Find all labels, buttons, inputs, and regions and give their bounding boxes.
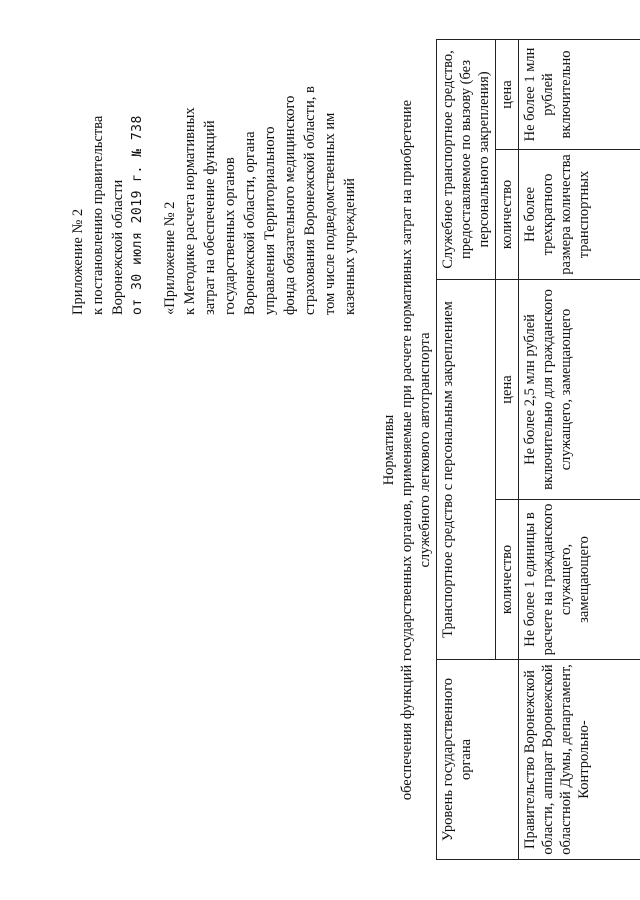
- quote-line: к Методике расчета нормативных: [182, 107, 198, 315]
- cell-level: Правительство Воронежской области, аппарат Воронежской областной Думы, департамент, Контрольно-: [519, 660, 640, 860]
- quote-line: Воронежской области, органа: [242, 131, 258, 315]
- appendix-block: [68, 15, 360, 315]
- cell-quantity-on-call: Не более трехкратного размера количества транспортных: [519, 149, 640, 279]
- title-line: Нормативы: [381, 414, 397, 486]
- quote-line: том числе подведомственных им: [322, 112, 338, 315]
- cell-price-on-call: Не более 1 млн рублей включительно: [519, 39, 640, 149]
- table-row: [519, 39, 640, 859]
- quote-line: управления Территориального: [262, 126, 278, 315]
- appendix-line: Воронежской области: [110, 179, 126, 315]
- norms-table: [436, 39, 640, 860]
- subheader-quantity: количество: [496, 149, 519, 279]
- subheader-price: цена: [496, 279, 519, 499]
- appendix-date-line: от 30 июля 2019 г. № 738: [130, 115, 145, 315]
- subheader-quantity: количество: [496, 500, 519, 660]
- quote-line: страхования Воронежской области, в: [302, 86, 318, 315]
- header-on-call: Служебное транспортное средство, предоставляемое по вызову (без персонального закрепления): [437, 39, 496, 279]
- appendix-line: Приложение № 2: [70, 208, 86, 315]
- cell-price-personal: Не более 2,5 млн рублей включительно для гражданского служащего, замещающего: [519, 279, 640, 499]
- cell-quantity-personal: Не более 1 единицы в расчете на гражданского служащего, замещающего: [519, 500, 640, 660]
- title-line: служебного легкового автотранспорта: [417, 332, 433, 568]
- document-title: [380, 40, 434, 860]
- quote-line: казенных учреждений: [342, 178, 358, 315]
- quote-line: фонда обязательного медицинского: [282, 95, 298, 315]
- header-personal: Транспортное средство с персональным закреплением: [437, 279, 496, 659]
- appendix-line: к постановлению правительства: [90, 115, 106, 315]
- quote-line: государственных органов: [222, 157, 238, 315]
- header-level: Уровень государственного органа: [437, 660, 519, 860]
- subheader-price: цена: [496, 39, 519, 149]
- quote-line: затрат на обеспечение функций: [202, 120, 218, 315]
- table-header-row: [437, 39, 496, 859]
- title-line: обеспечения функций государственных органов, применяемые при расчете нормативных затрат на приобретение: [399, 99, 415, 801]
- quote-line: «Приложение № 2: [162, 201, 178, 315]
